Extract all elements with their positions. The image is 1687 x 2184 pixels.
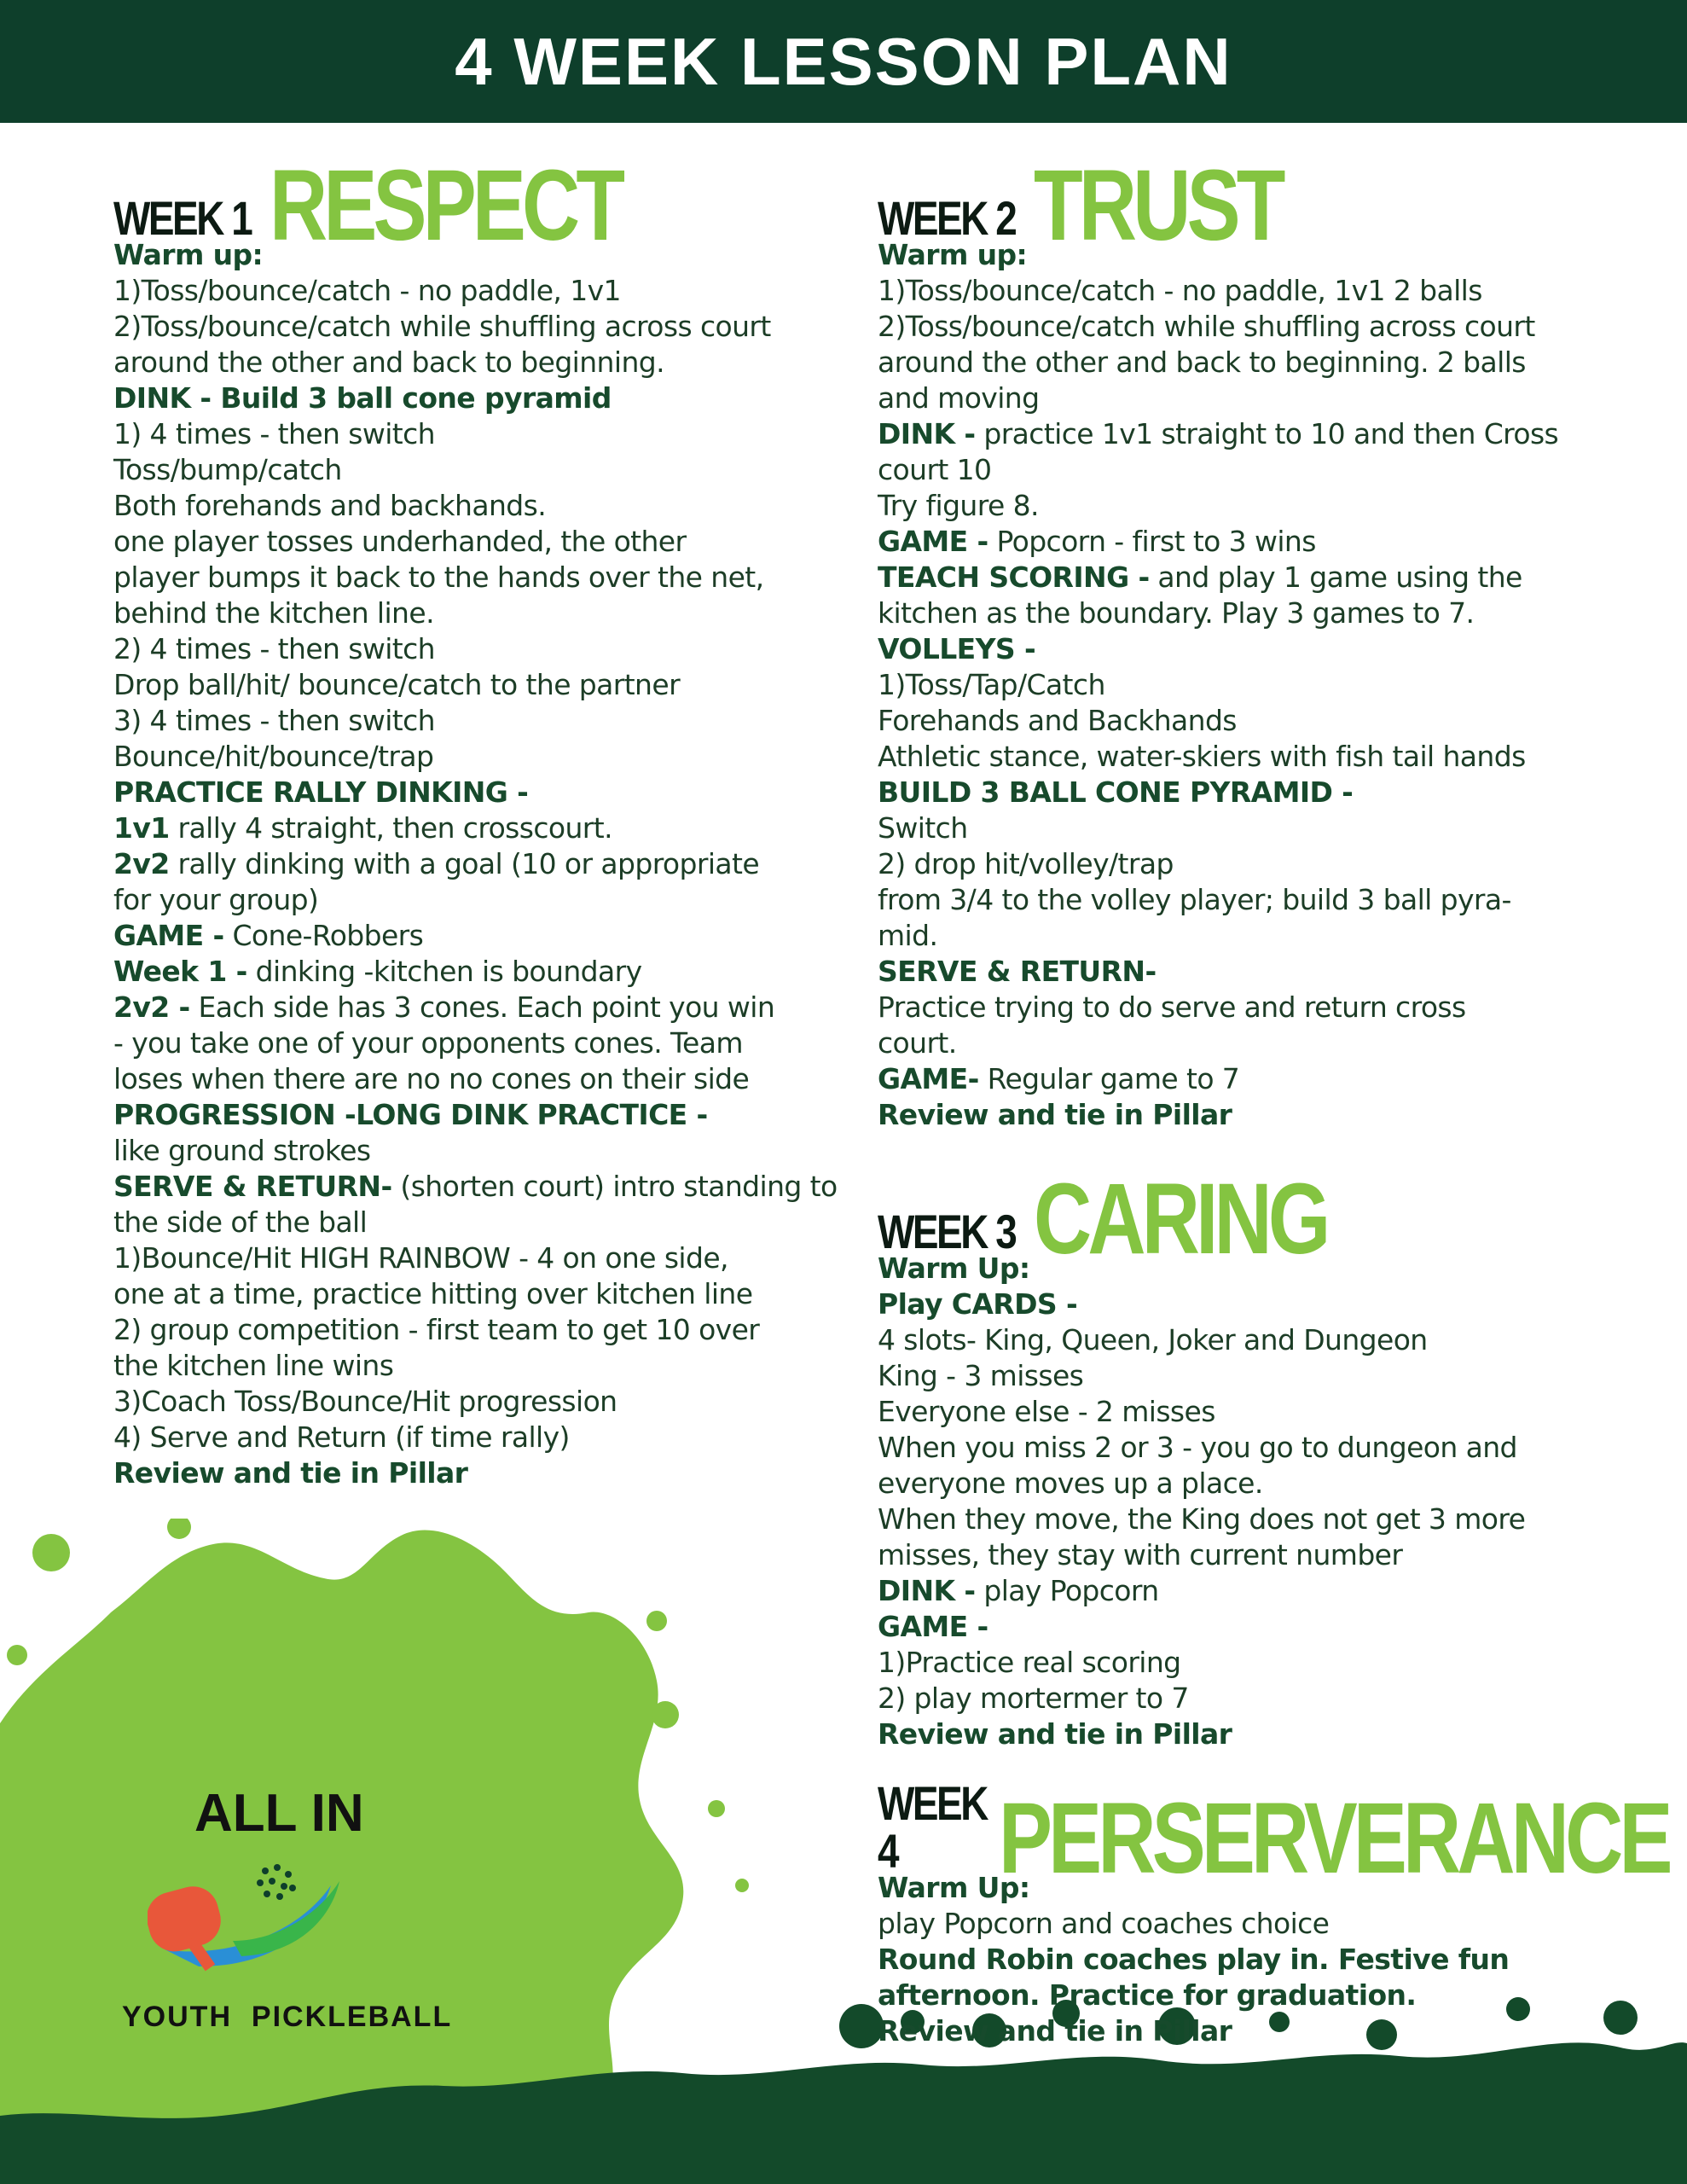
lesson-line bbox=[878, 954, 1628, 990]
lesson-line-text: for your group) bbox=[113, 883, 319, 916]
lesson-line bbox=[113, 488, 821, 524]
lesson-line bbox=[878, 918, 1628, 954]
lesson-line-text: Both forehands and backhands. bbox=[113, 489, 547, 522]
lesson-line bbox=[878, 1573, 1628, 1609]
lesson-line bbox=[878, 1287, 1628, 1322]
lesson-line bbox=[113, 846, 821, 882]
lesson-line bbox=[878, 739, 1628, 775]
lesson-line-text: King - 3 misses bbox=[878, 1359, 1084, 1392]
lesson-line bbox=[113, 882, 821, 918]
lesson-line bbox=[878, 452, 1628, 488]
lesson-line-text: Toss/bump/catch bbox=[113, 453, 342, 486]
lesson-line-bold: PRACTICE RALLY DINKING - bbox=[113, 775, 529, 809]
lesson-line-text: practice 1v1 straight to 10 and then Cross bbox=[975, 417, 1559, 450]
lesson-line bbox=[878, 1061, 1628, 1097]
lesson-line-text: 2)Toss/bounce/catch while shuffling across court bbox=[878, 310, 1535, 343]
lesson-line-bold: Warm up: bbox=[113, 238, 264, 271]
week-4-section bbox=[878, 1776, 1669, 2049]
week-label: WEEK 3 bbox=[878, 1205, 1016, 1258]
lesson-line-bold: BUILD 3 BALL CONE PYRAMID - bbox=[878, 775, 1354, 809]
lesson-line-text: Bounce/hit/bounce/trap bbox=[113, 740, 434, 773]
lesson-line-bold: DINK - Build 3 ball cone pyramid bbox=[113, 381, 612, 415]
lesson-line-bold: VOLLEYS - bbox=[878, 632, 1036, 665]
logo-subtitle: YOUTH PICKLEBALL bbox=[122, 2001, 453, 2033]
lesson-line-text: around the other and back to beginning. 2 balls bbox=[878, 346, 1526, 379]
lesson-line bbox=[878, 1251, 1628, 1287]
lesson-line-text: and play 1 game using the bbox=[1149, 561, 1522, 594]
lesson-line-text: court 10 bbox=[878, 453, 992, 486]
lesson-line-bold: SERVE & RETURN- bbox=[113, 1170, 392, 1203]
lesson-line-text: Practice trying to do serve and return cross bbox=[878, 990, 1466, 1024]
lesson-line-text: misses, they stay with current number bbox=[878, 1538, 1403, 1571]
lesson-line bbox=[878, 524, 1628, 560]
right-column bbox=[878, 148, 1669, 2049]
lesson-line bbox=[878, 1358, 1628, 1394]
lesson-line-text: Everyone else - 2 misses bbox=[878, 1395, 1215, 1428]
lesson-line bbox=[113, 667, 821, 703]
lesson-line bbox=[878, 1394, 1628, 1430]
week-label: WEEK 4 bbox=[878, 1776, 987, 1878]
lesson-line-text: from 3/4 to the volley player; build 3 ball pyra- bbox=[878, 883, 1511, 916]
lesson-line bbox=[113, 1348, 821, 1384]
lesson-line-text: dinking -kitchen is boundary bbox=[246, 955, 642, 988]
lesson-line-text: 2) drop hit/volley/trap bbox=[878, 847, 1174, 880]
lesson-line-text: 1)Practice real scoring bbox=[878, 1646, 1181, 1679]
lesson-line-bold: SERVE & RETURN- bbox=[878, 955, 1157, 988]
lesson-line-text: Each side has 3 cones. Each point you win bbox=[189, 990, 775, 1024]
lesson-line-text: the kitchen line wins bbox=[113, 1349, 394, 1382]
week-theme-title: PERSERVERANCE bbox=[999, 1781, 1669, 1895]
lesson-line bbox=[878, 560, 1628, 595]
lesson-line-bold: Warm Up: bbox=[878, 1252, 1030, 1285]
lesson-line bbox=[113, 524, 821, 560]
lesson-line-bold: Review and tie in Pillar bbox=[878, 2014, 1232, 2048]
lesson-line bbox=[878, 631, 1628, 667]
lesson-line-text: rally dinking with a goal (10 or appropriate bbox=[169, 847, 760, 880]
lesson-line-text: Popcorn - first to 3 wins bbox=[988, 525, 1316, 558]
lesson-line bbox=[878, 1025, 1628, 1061]
lesson-lines bbox=[878, 237, 1628, 1133]
lesson-line bbox=[878, 1097, 1628, 1133]
lesson-line-text: 1)Toss/Tap/Catch bbox=[878, 668, 1105, 701]
lesson-line-bold: 2v2 bbox=[113, 847, 170, 880]
lesson-line bbox=[113, 631, 821, 667]
logo-title: ALL IN bbox=[194, 1784, 364, 1843]
lesson-line-text: 1)Toss/bounce/catch - no paddle, 1v1 bbox=[113, 274, 621, 307]
lesson-line-bold: GAME - bbox=[878, 525, 988, 558]
lesson-line-text: play Popcorn and coaches choice bbox=[878, 1907, 1330, 1940]
lesson-line bbox=[113, 990, 821, 1025]
lesson-line bbox=[113, 703, 821, 739]
lesson-line-text: the side of the ball bbox=[113, 1205, 368, 1239]
lesson-line bbox=[113, 452, 821, 488]
lesson-line-text: When they move, the King does not get 3 more bbox=[878, 1502, 1526, 1536]
lesson-line-text: everyone moves up a place. bbox=[878, 1467, 1263, 1500]
lesson-line-text: rally 4 straight, then crosscourt. bbox=[169, 811, 612, 845]
lesson-line-text: 1) 4 times - then switch bbox=[113, 417, 435, 450]
lesson-line bbox=[113, 775, 821, 810]
week-2-section bbox=[878, 150, 1628, 1133]
lesson-line-text: 1)Bounce/Hit HIGH RAINBOW - 4 on one side, bbox=[113, 1241, 728, 1275]
week-label: WEEK 2 bbox=[878, 191, 1016, 245]
lesson-line bbox=[878, 1430, 1628, 1466]
lesson-line bbox=[113, 416, 821, 452]
lesson-line-bold: 1v1 bbox=[113, 811, 170, 845]
lesson-line bbox=[113, 1025, 821, 1061]
lesson-line bbox=[878, 488, 1628, 524]
all-in-youth-pickleball-logo bbox=[118, 1783, 459, 2039]
lesson-line-text: Regular game to 7 bbox=[978, 1062, 1240, 1095]
lesson-line bbox=[113, 1384, 821, 1420]
lesson-line-text: behind the kitchen line. bbox=[113, 596, 434, 630]
lesson-line-text: 3)Coach Toss/Bounce/Hit progression bbox=[113, 1385, 617, 1418]
lesson-line bbox=[878, 380, 1628, 416]
lesson-line bbox=[113, 380, 821, 416]
lesson-line bbox=[113, 918, 821, 954]
lesson-line bbox=[878, 309, 1628, 345]
lesson-line-bold: TEACH SCORING - bbox=[878, 561, 1150, 594]
lesson-line-text: Drop ball/hit/ bounce/catch to the partner bbox=[113, 668, 681, 701]
lesson-line-text: one at a time, practice hitting over kitchen line bbox=[113, 1277, 753, 1310]
lesson-line-text: 2) group competition - first team to get 10 over bbox=[113, 1313, 760, 1346]
lesson-line bbox=[878, 703, 1628, 739]
lesson-line-bold: afternoon. Practice for graduation. bbox=[878, 1978, 1417, 2012]
lesson-line bbox=[113, 739, 821, 775]
lesson-line bbox=[878, 416, 1628, 452]
lesson-line bbox=[878, 667, 1628, 703]
lesson-line bbox=[113, 1312, 821, 1348]
lesson-line bbox=[113, 1133, 821, 1169]
pickleball-paddle-icon bbox=[148, 1847, 369, 1975]
lesson-line-bold: Warm up: bbox=[878, 238, 1028, 271]
lesson-line-text: 4 slots- King, Queen, Joker and Dungeon bbox=[878, 1323, 1428, 1356]
lesson-line bbox=[878, 1681, 1628, 1716]
lesson-line bbox=[113, 595, 821, 631]
lesson-line bbox=[878, 810, 1628, 846]
lesson-line-text: like ground strokes bbox=[113, 1134, 371, 1167]
lesson-line-text: Try figure 8. bbox=[878, 489, 1039, 522]
lesson-line-bold: GAME- bbox=[878, 1062, 979, 1095]
page-title: 4 WEEK LESSON PLAN bbox=[455, 23, 1232, 99]
lesson-line-text: around the other and back to beginning. bbox=[113, 346, 664, 379]
lesson-line-bold: DINK - bbox=[878, 1574, 976, 1607]
lesson-line bbox=[113, 1276, 821, 1312]
lesson-line-bold: Review and tie in Pillar bbox=[878, 1717, 1232, 1751]
lesson-line bbox=[878, 2013, 1628, 2049]
lesson-line-text: Cone-Robbers bbox=[223, 919, 424, 952]
lesson-line bbox=[878, 273, 1628, 309]
lesson-line bbox=[878, 1870, 1628, 1906]
lesson-line bbox=[113, 1455, 821, 1491]
lesson-line-text: kitchen as the boundary. Play 3 games to 7. bbox=[878, 596, 1475, 630]
lesson-line bbox=[113, 1169, 838, 1205]
lesson-line-bold: GAME - bbox=[878, 1610, 988, 1643]
lesson-line bbox=[878, 1609, 1628, 1645]
week-label: WEEK 1 bbox=[113, 191, 252, 245]
lesson-line-text: Forehands and Backhands bbox=[878, 704, 1237, 737]
lesson-line bbox=[113, 1097, 821, 1133]
week-theme-title: CARING bbox=[1033, 1162, 1327, 1275]
lesson-line bbox=[113, 1420, 821, 1455]
lesson-line-bold: PROGRESSION -LONG DINK PRACTICE - bbox=[113, 1098, 708, 1131]
lesson-line-text: 3) 4 times - then switch bbox=[113, 704, 435, 737]
lesson-line-text: Athletic stance, water-skiers with fish tail hands bbox=[878, 740, 1526, 773]
lesson-line-bold: Week 1 - bbox=[113, 955, 247, 988]
lesson-line-text: and moving bbox=[878, 381, 1040, 415]
lesson-line bbox=[878, 1466, 1628, 1502]
lesson-line bbox=[878, 595, 1628, 631]
lesson-line-bold: Review and tie in Pillar bbox=[878, 1098, 1232, 1131]
lesson-line bbox=[113, 345, 821, 380]
week-1-section bbox=[113, 148, 838, 1491]
lesson-line-bold: Warm Up: bbox=[878, 1871, 1030, 1904]
lesson-line bbox=[878, 1502, 1628, 1537]
lesson-line-text: - you take one of your opponents cones. Team bbox=[113, 1026, 743, 1060]
lesson-line-text: player bumps it back to the hands over the net, bbox=[113, 561, 764, 594]
lesson-line bbox=[878, 1645, 1628, 1681]
lesson-line bbox=[878, 1906, 1628, 1942]
lesson-line-text: 1)Toss/bounce/catch - no paddle, 1v1 2 balls bbox=[878, 274, 1482, 307]
lesson-line-text: court. bbox=[878, 1026, 957, 1060]
lesson-line bbox=[113, 954, 821, 990]
lesson-line bbox=[878, 345, 1628, 380]
lesson-line-text: 4) Serve and Return (if time rally) bbox=[113, 1420, 570, 1454]
lesson-line bbox=[878, 990, 1628, 1025]
lesson-line-text: mid. bbox=[878, 919, 938, 952]
lesson-line bbox=[878, 775, 1628, 810]
lesson-line bbox=[113, 273, 821, 309]
lesson-line bbox=[878, 1978, 1628, 2013]
lesson-line bbox=[878, 1716, 1628, 1752]
lesson-line bbox=[113, 309, 821, 345]
lesson-line bbox=[113, 1240, 821, 1276]
lesson-line-text: 2) 4 times - then switch bbox=[113, 632, 435, 665]
lesson-line bbox=[878, 882, 1628, 918]
lesson-line-bold: DINK - bbox=[878, 417, 976, 450]
week-theme-title: RESPECT bbox=[269, 148, 621, 262]
page-header bbox=[0, 0, 1687, 123]
lesson-line bbox=[878, 237, 1628, 273]
lesson-lines bbox=[878, 1870, 1628, 2049]
lesson-line-text: 2) play mortermer to 7 bbox=[878, 1682, 1189, 1715]
lesson-line-bold: Play CARDS - bbox=[878, 1287, 1078, 1321]
week-theme-title: TRUST bbox=[1033, 148, 1282, 262]
lesson-line-text: play Popcorn bbox=[975, 1574, 1159, 1607]
lesson-line bbox=[113, 560, 821, 595]
lesson-line bbox=[878, 1322, 1628, 1358]
lesson-line-bold: Review and tie in Pillar bbox=[113, 1456, 468, 1490]
lesson-lines bbox=[878, 1251, 1628, 1752]
lesson-line-bold: 2v2 - bbox=[113, 990, 190, 1024]
lesson-line-text: 2)Toss/bounce/catch while shuffling across court bbox=[113, 310, 771, 343]
lesson-line bbox=[113, 1205, 821, 1240]
lesson-line-bold: Round Robin coaches play in. Festive fun bbox=[878, 1943, 1510, 1976]
lesson-line bbox=[113, 237, 821, 273]
lesson-line bbox=[878, 1537, 1628, 1573]
lesson-line-text: Switch bbox=[878, 811, 968, 845]
lesson-line-text: loses when there are no no cones on their side bbox=[113, 1062, 750, 1095]
week-3-section bbox=[878, 1164, 1628, 1752]
lesson-lines bbox=[113, 237, 838, 1491]
lesson-line bbox=[878, 1942, 1628, 1978]
lesson-line bbox=[113, 1061, 821, 1097]
lesson-line bbox=[878, 846, 1628, 882]
lesson-line-text: When you miss 2 or 3 - you go to dungeon and bbox=[878, 1431, 1517, 1464]
left-column bbox=[113, 148, 838, 1491]
lesson-line bbox=[113, 810, 821, 846]
lesson-line-bold: GAME - bbox=[113, 919, 224, 952]
lesson-line-text: (shorten court) intro standing to bbox=[391, 1170, 838, 1203]
lesson-line-text: one player tosses underhanded, the other bbox=[113, 525, 687, 558]
